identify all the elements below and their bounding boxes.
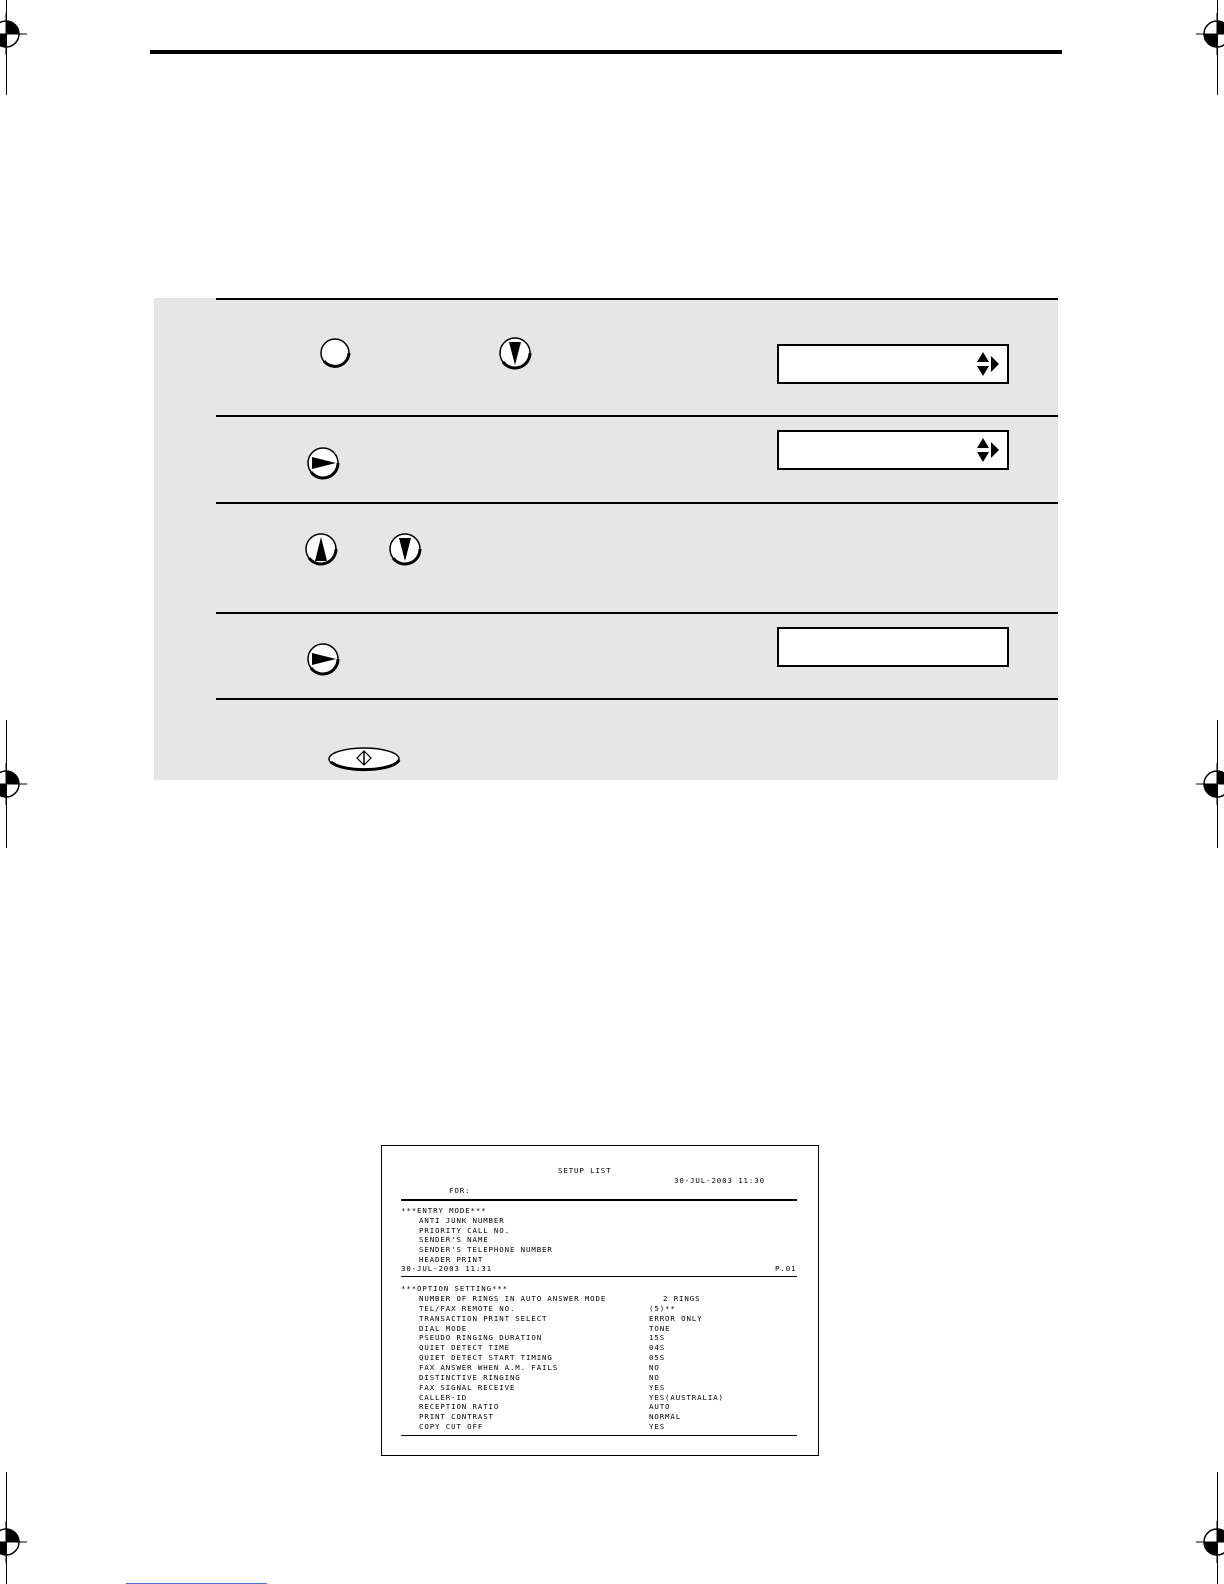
option-label: DIAL MODE	[419, 1324, 468, 1333]
option-value: 04S	[649, 1343, 666, 1352]
registration-mark-icon	[1196, 763, 1224, 805]
scroll-arrows-icon	[973, 436, 1003, 466]
option-value: YES	[649, 1383, 666, 1392]
down-arrow-key-icon[interactable]	[496, 334, 534, 372]
option-value: YES(AUSTRALIA)	[649, 1393, 724, 1402]
registration-mark-icon	[0, 763, 27, 805]
header-rule	[150, 50, 1062, 54]
step-divider	[216, 502, 1058, 504]
option-label: PRINT CONTRAST	[419, 1412, 494, 1421]
option-value: NO	[649, 1363, 660, 1372]
lcd-display-step4	[777, 627, 1009, 667]
right-arrow-key-icon[interactable]	[304, 444, 342, 482]
option-value: 05S	[649, 1353, 666, 1362]
option-label: PSEUDO RINGING DURATION	[419, 1333, 543, 1342]
lcd-display-step1	[777, 344, 1009, 384]
option-value: ERROR ONLY	[649, 1314, 703, 1323]
entry-item: ANTI JUNK NUMBER	[419, 1216, 505, 1225]
down-arrow-key-icon[interactable]	[386, 530, 424, 568]
option-value: TONE	[649, 1324, 671, 1333]
option-value: NORMAL	[649, 1412, 682, 1421]
lcd-display-step2	[777, 430, 1009, 470]
report-title: SETUP LIST	[558, 1166, 612, 1175]
registration-mark-icon	[0, 13, 27, 55]
option-label: NUMBER OF RINGS IN AUTO ANSWER MODE	[419, 1294, 607, 1303]
option-value: AUTO	[649, 1402, 671, 1411]
entry-item: SENDER'S TELEPHONE NUMBER	[419, 1245, 553, 1254]
right-arrow-key-icon[interactable]	[304, 640, 342, 678]
entry-item: SENDER'S NAME	[419, 1235, 489, 1244]
option-label: CALLER-ID	[419, 1393, 468, 1402]
option-label: COPY CUT OFF	[419, 1422, 484, 1431]
registration-mark-icon	[1196, 1521, 1224, 1563]
step-divider	[216, 698, 1058, 700]
step-divider	[216, 612, 1058, 614]
option-label: QUIET DETECT START TIMING	[419, 1353, 553, 1362]
report-rule	[401, 1276, 797, 1277]
entry-mode-header: ***ENTRY MODE***	[401, 1206, 487, 1215]
option-label: FAX ANSWER WHEN A.M. FAILS	[419, 1363, 559, 1372]
start-key-icon[interactable]	[326, 744, 402, 774]
option-label: TRANSACTION PRINT SELECT	[419, 1314, 548, 1323]
scroll-arrows-icon	[973, 350, 1003, 380]
up-arrow-key-icon[interactable]	[302, 530, 340, 568]
option-value: 2 RINGS	[663, 1294, 701, 1303]
option-value: YES	[649, 1422, 666, 1431]
setup-list-printout	[381, 1145, 819, 1456]
step-divider	[216, 415, 1058, 417]
option-label: QUIET DETECT TIME	[419, 1343, 510, 1352]
option-setting-header: ***OPTION SETTING***	[401, 1284, 508, 1293]
report-datetime: 30-JUL-2003 11:30	[674, 1176, 765, 1185]
function-key-icon[interactable]	[318, 336, 352, 370]
option-value: 15S	[649, 1333, 666, 1342]
page-number: P.01	[775, 1264, 797, 1273]
option-label: DISTINCTIVE RINGING	[419, 1373, 521, 1382]
step-divider	[216, 298, 1058, 300]
option-label: RECEPTION RATIO	[419, 1402, 500, 1411]
option-value: (5)**	[649, 1304, 676, 1313]
option-label: FAX SIGNAL RECEIVE	[419, 1383, 516, 1392]
page-datetime: 30-JUL-2003 11:31	[401, 1264, 492, 1273]
report-rule	[401, 1435, 797, 1436]
registration-mark-icon	[1196, 13, 1224, 55]
registration-mark-icon	[0, 1521, 27, 1563]
report-rule	[401, 1199, 797, 1201]
report-for-label: FOR:	[449, 1186, 471, 1195]
option-value: NO	[649, 1373, 660, 1382]
entry-item: HEADER PRINT	[419, 1255, 484, 1264]
option-label: TEL/FAX REMOTE NO.	[419, 1304, 516, 1313]
entry-item: PRIORITY CALL NO.	[419, 1226, 510, 1235]
